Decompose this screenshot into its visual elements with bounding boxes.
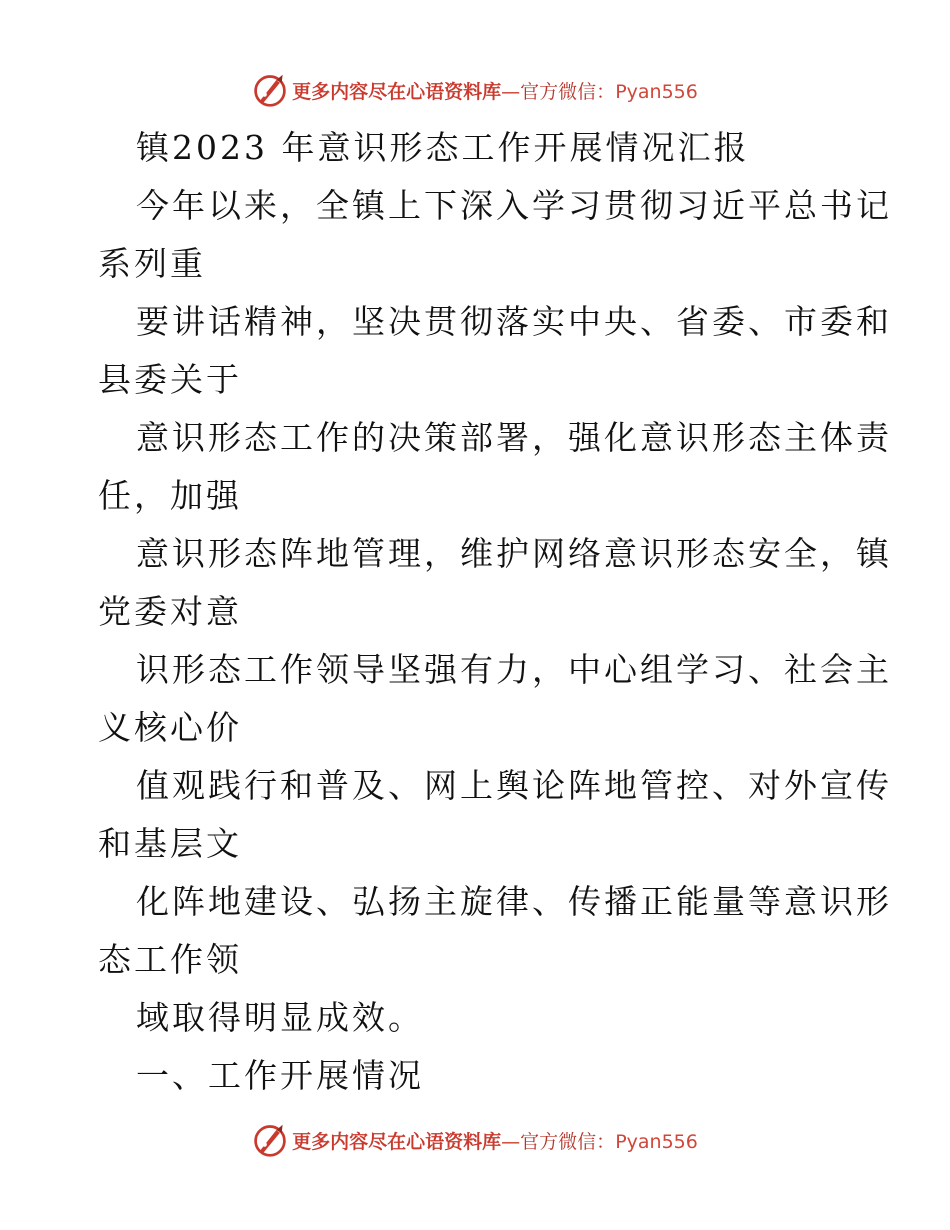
quill-pen-logo-icon [252, 72, 288, 108]
paragraph-line: 今年以来，全镇上下深入学习贯彻习近平总书记 [136, 186, 892, 225]
paragraph-line: 县委关于 [98, 360, 242, 399]
watermark-wechat-id: Pyan556 [615, 80, 698, 103]
paragraph-line: 意识形态工作的决策部署，强化意识形态主体责 [136, 418, 892, 457]
paragraph-line: 系列重 [98, 244, 206, 283]
paragraph-line: 意识形态阵地管理，维护网络意识形态安全，镇 [136, 534, 892, 573]
document-title: 镇2023 年意识形态工作开展情况汇报 [136, 128, 750, 167]
paragraph-line: 值观践行和普及、网上舆论阵地管控、对外宣传 [136, 766, 892, 805]
paragraph-line: 要讲话精神，坚决贯彻落实中央、省委、市委和 [136, 302, 892, 341]
watermark-wechat-id: Pyan556 [615, 1130, 698, 1153]
watermark-official-label: 官方微信： [520, 1130, 616, 1153]
paragraph-line: 域取得明显成效。 [136, 998, 424, 1037]
paragraph-line: 化阵地建设、弘扬主旋律、传播正能量等意识形 [136, 882, 892, 921]
watermark-separator: — [501, 1130, 521, 1153]
paragraph-line: 和基层文 [98, 824, 242, 863]
watermark-banner-bottom [0, 1120, 950, 1160]
paragraph-line: 义核心价 [98, 708, 242, 747]
paragraph-line: 态工作领 [98, 940, 242, 979]
watermark-official-label: 官方微信： [520, 80, 616, 103]
paragraph-line: 识形态工作领导坚强有力，中心组学习、社会主 [136, 650, 892, 689]
watermark-text: 更多内容尽在心语资料库 [292, 80, 502, 103]
paragraph-line: 一、工作开展情况 [136, 1056, 424, 1095]
document-body [98, 119, 892, 1105]
watermark-banner-top [0, 70, 950, 110]
paragraph-line: 任，加强 [98, 476, 242, 515]
quill-pen-logo-icon [252, 1122, 288, 1158]
watermark-text: 更多内容尽在心语资料库 [292, 1130, 502, 1153]
watermark-separator: — [501, 80, 521, 103]
paragraph-line: 党委对意 [98, 592, 242, 631]
